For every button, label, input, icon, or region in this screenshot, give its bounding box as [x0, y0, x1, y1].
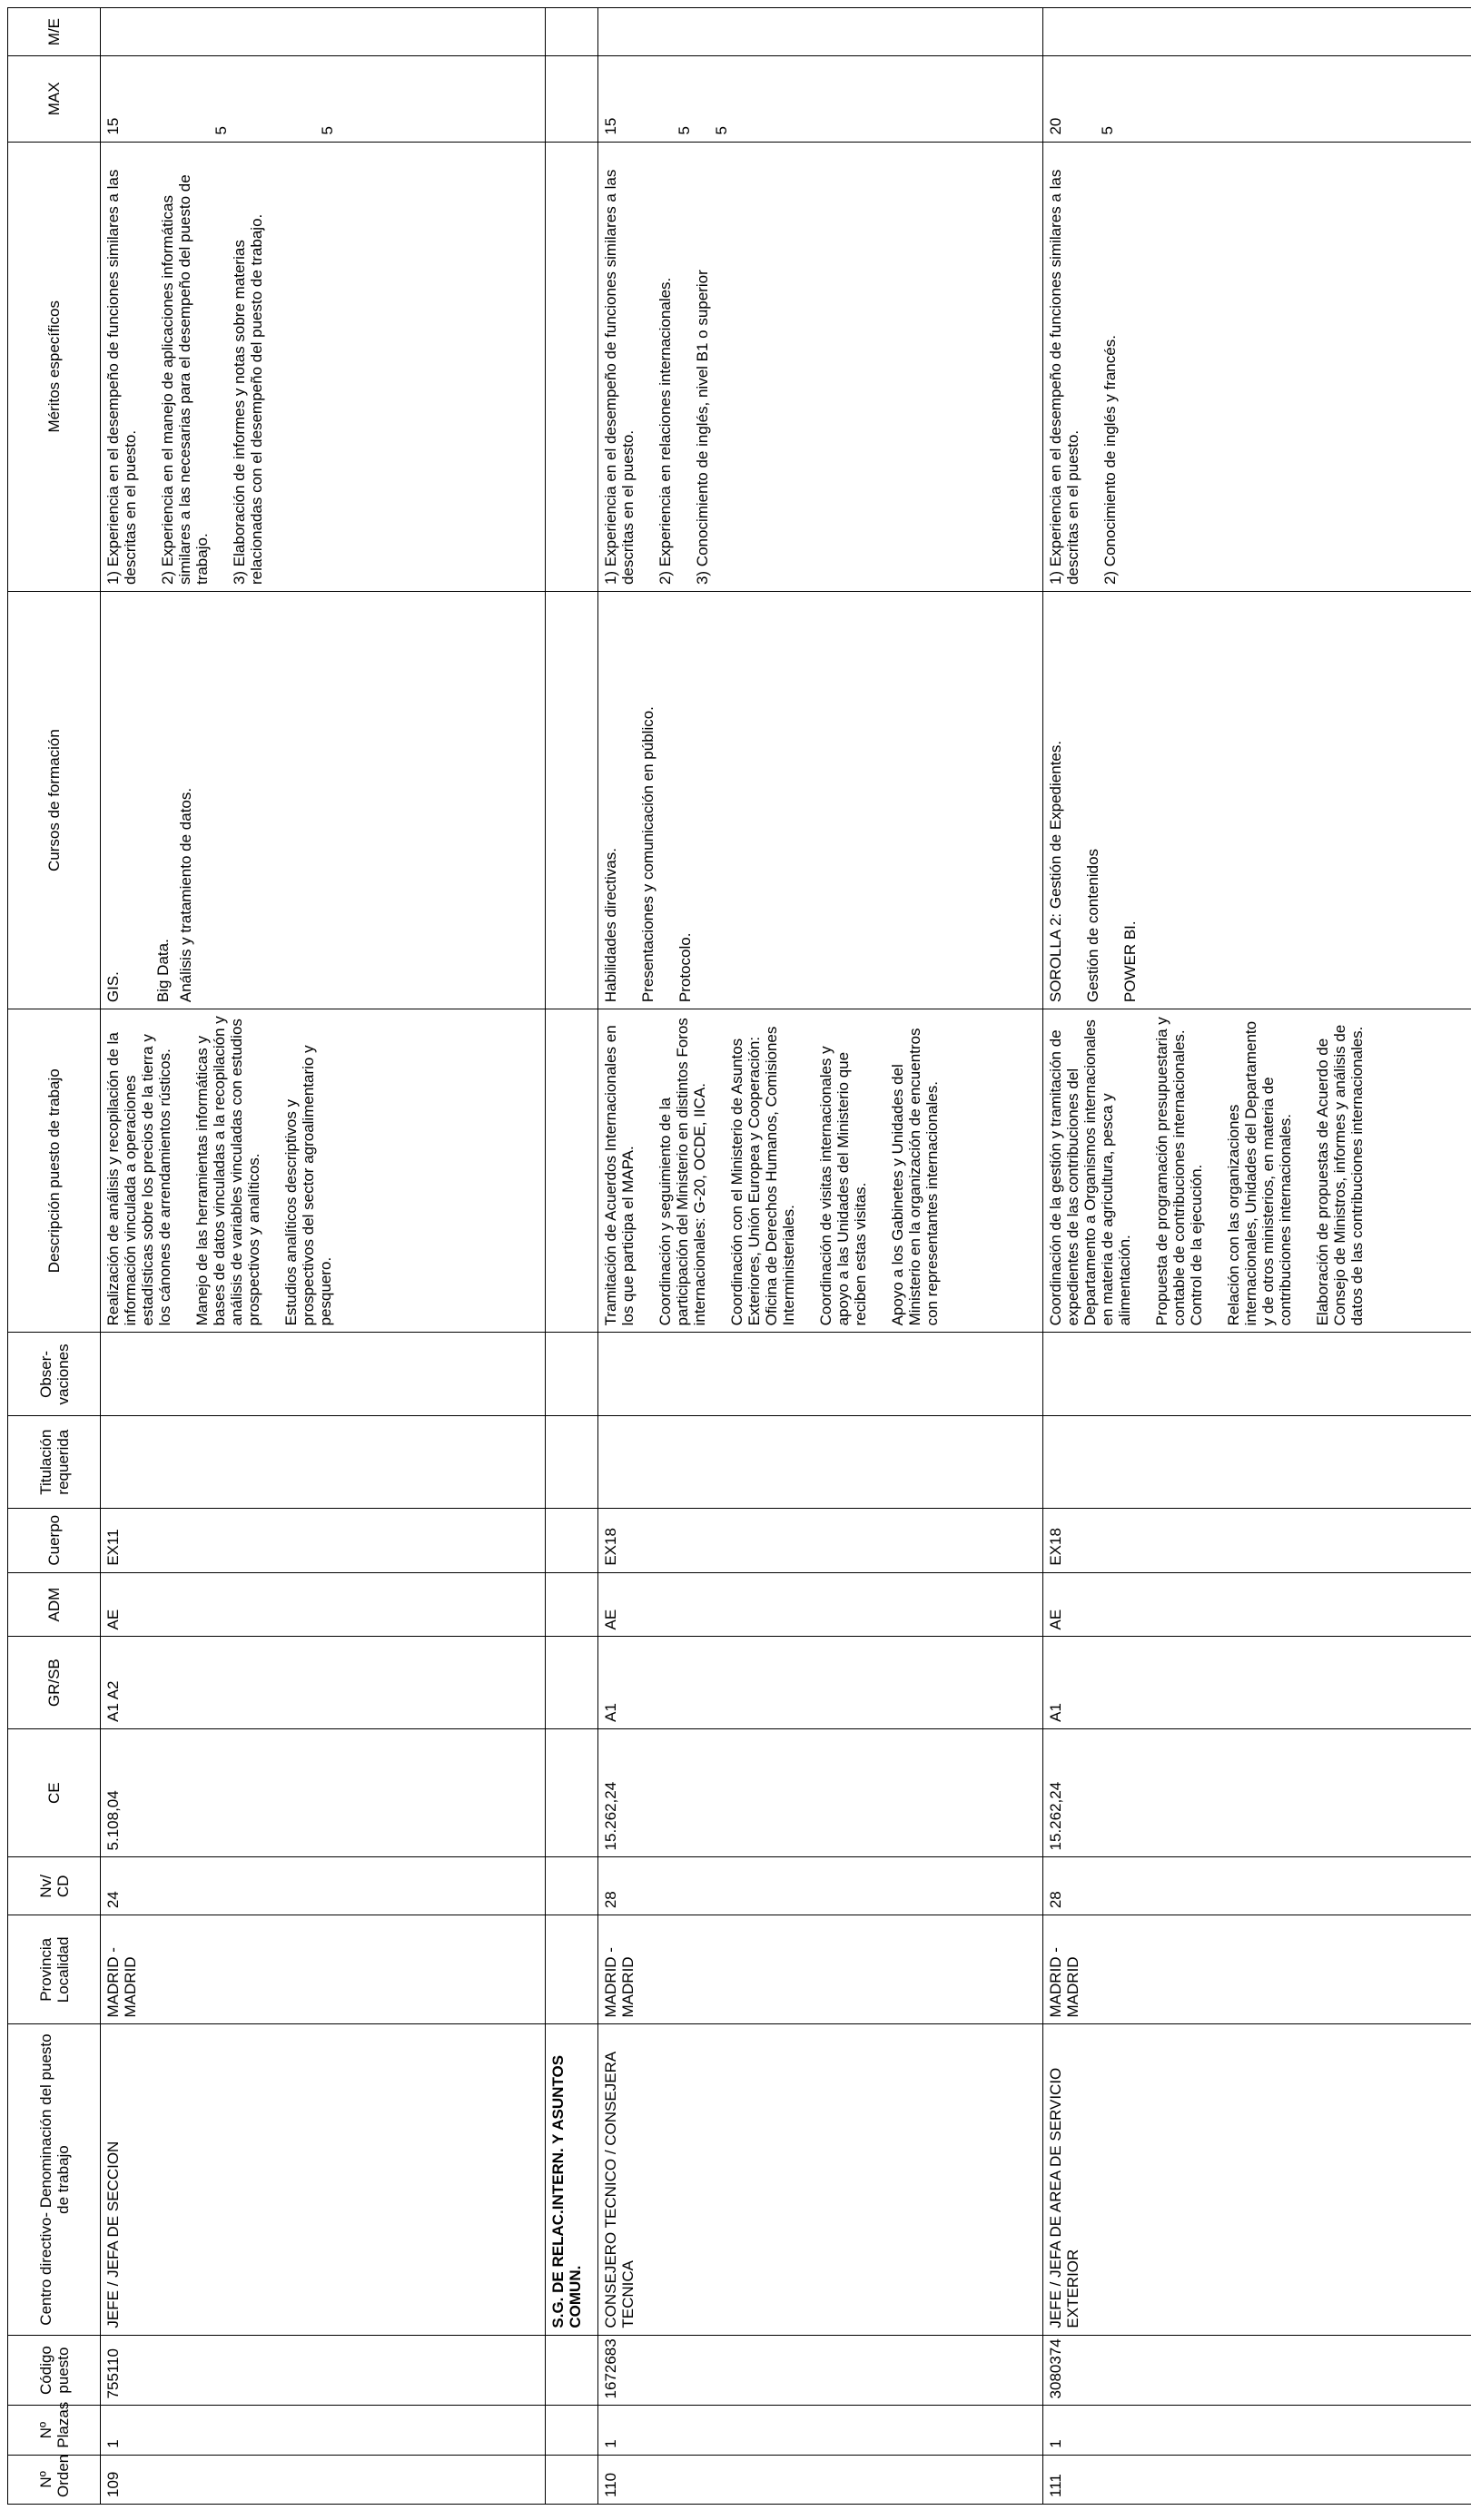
max-value: 5	[713, 126, 730, 135]
cell-provincia: MADRID - MADRID	[101, 1915, 546, 2024]
cell-observaciones	[101, 1333, 546, 1416]
cell-max	[598, 56, 1043, 142]
max-value: 5	[1099, 126, 1116, 135]
max-value: 5	[319, 126, 336, 135]
curso-item: Protocolo.	[676, 932, 694, 1003]
cell-meritos	[598, 142, 1043, 591]
descripcion-paragraph: Coordinación y seguimiento de la participación del Ministerio en distintos Foros internacionales: G-20, OCDE, IICA.	[657, 1018, 708, 1326]
descripcion-paragraph: Apoyo a los Gabinetes y Unidades del Ministerio en la organización de encuentros con representantes internacionales.	[889, 1028, 941, 1326]
cell-plazas: 1	[1043, 2406, 1471, 2455]
cell-meritos	[101, 142, 546, 591]
curso-item: Habilidades directivas.	[602, 848, 619, 1003]
merito-item: 2) Experiencia en el manejo de aplicaciones informáticas similares a las necesarias para el desempeño del puesto de trabajo.	[159, 174, 211, 586]
cell-max	[101, 56, 546, 142]
cell-orden: 111	[1043, 2455, 1471, 2504]
descripcion-paragraph: Elaboración de propuestas de Acuerdo de Consejo de Ministros, informes y análisis de datos de las contribuciones internacionales.	[1314, 1024, 1366, 1326]
cell-observaciones	[598, 1333, 1043, 1416]
header-plazas: Nº Plazas	[8, 2406, 101, 2455]
curso-item: GIS.	[104, 971, 122, 1003]
cell-nivel: 24	[101, 1857, 546, 1915]
cell-cuerpo: EX11	[101, 1508, 546, 1572]
header-grsb: GR/SB	[8, 1637, 101, 1728]
cell-codigo: 3080374	[1043, 2335, 1471, 2406]
cell-adm: AE	[1043, 1572, 1471, 1637]
cell-centro: CONSEJERO TECNICO / CONSEJERA TECNICA	[598, 2024, 1043, 2335]
cell-provincia: MADRID - MADRID	[1043, 1915, 1471, 2024]
table-row	[1043, 8, 1471, 2505]
cell-centro: JEFE / JEFA DE SECCION	[101, 2024, 546, 2335]
curso-item: Gestión de contenidos	[1084, 848, 1101, 1003]
merito-item: 1) Experiencia en el desempeño de funciones similares a las descritas en el puesto.	[1047, 169, 1081, 586]
descripcion-paragraph: Estudios analíticos descriptivos y prospectivos del sector agroalimentario y pesquero.	[282, 1045, 334, 1326]
descripcion-paragraph: Realización de análisis y recopilación de la información vinculada a operaciones estadísticas sobre los precios de la tierra y los cánones de arrendamientos rústicos.	[104, 1032, 173, 1326]
header-observaciones: Obser- vaciones	[8, 1333, 101, 1416]
section-row	[546, 8, 598, 2505]
merito-item: 1) Experiencia en el desempeño de funciones similares a las descritas en el puesto.	[104, 169, 139, 586]
table-row	[598, 8, 1043, 2505]
header-row	[8, 8, 101, 2505]
header-nivel: Nv/ CD	[8, 1857, 101, 1915]
cell-cuerpo: EX18	[598, 1508, 1043, 1572]
descripcion-paragraph: Tramitación de Acuerdos Internacionales en los que participa el MAPA.	[602, 1025, 637, 1326]
table-row	[101, 8, 546, 2505]
max-value: 15	[104, 117, 122, 135]
cell-plazas: 1	[101, 2406, 546, 2455]
cell-cuerpo: EX18	[1043, 1508, 1471, 1572]
descripcion-paragraph: Coordinación con el Ministerio de Asuntos Exteriores, Unión Europea y Cooperación: Oficina de Derechos Humanos, Comisiones Interministeriales.	[728, 1026, 797, 1326]
cell-adm: AE	[598, 1572, 1043, 1637]
curso-item: Presentaciones y comunicación en público.	[639, 706, 657, 1003]
header-descripcion: Descripción puesto de trabajo	[8, 1009, 101, 1333]
positions-table	[7, 7, 1471, 2505]
cell-observaciones	[1043, 1333, 1471, 1416]
max-value: 5	[676, 126, 693, 135]
header-meritos: Méritos específicos	[8, 142, 101, 591]
header-provincia: Provincia Localidad	[8, 1915, 101, 2024]
cell-provincia: MADRID - MADRID	[598, 1915, 1043, 2024]
descripcion-paragraph: Coordinación de la gestión y tramitación de expedientes de las contribuciones del Departamento a Organismos internacionales en materia de agricultura, pesca y alimentación.	[1047, 1019, 1133, 1326]
max-value: 20	[1047, 117, 1064, 135]
cell-nivel: 28	[1043, 1857, 1471, 1915]
merito-item: 2) Experiencia en relaciones internacionales.	[657, 277, 674, 586]
cell-descripcion	[1043, 1009, 1471, 1333]
header-ce: CE	[8, 1728, 101, 1857]
curso-item: POWER BI.	[1121, 920, 1139, 1003]
descripcion-paragraph: Manejo de las herramientas informáticas y bases de datos vinculadas a la recopilación y análisis de variables vinculadas con estudios prospectivos y analíticos.	[193, 1016, 262, 1326]
descripcion-paragraph: Propuesta de programación presupuestaria y contable de contribuciones internacionales. Control de la ejecución.	[1153, 1017, 1205, 1326]
header-titulacion: Titulación requerida	[8, 1416, 101, 1508]
cell-me	[598, 8, 1043, 56]
cell-cursos	[101, 592, 546, 1009]
header-centro: Centro directivo- Denominación del puesto de trabajo	[8, 2024, 101, 2335]
cell-codigo: 755110	[101, 2335, 546, 2406]
curso-item: Big Data.	[154, 939, 172, 1003]
cell-ce: 15.262,24	[598, 1728, 1043, 1857]
cell-meritos	[1043, 142, 1471, 591]
cell-me	[101, 8, 546, 56]
merito-item: 3) Elaboración de informes y notas sobre materias relacionadas con el desempeño del puesto de trabajo.	[231, 213, 265, 586]
cell-orden: 110	[598, 2455, 1043, 2504]
cell-plazas: 1	[598, 2406, 1043, 2455]
header-me: M/E	[8, 8, 101, 56]
cell-codigo: 1672683	[598, 2335, 1043, 2406]
section-title: S.G. DE RELAC.INTERN. Y ASUNTOS COMUN.	[546, 2024, 598, 2335]
cell-titulacion	[1043, 1416, 1471, 1508]
header-cuerpo: Cuerpo	[8, 1508, 101, 1572]
cell-ce: 15.262,24	[1043, 1728, 1471, 1857]
cell-titulacion	[598, 1416, 1043, 1508]
cell-titulacion	[101, 1416, 546, 1508]
cell-max	[1043, 56, 1471, 142]
cell-descripcion	[598, 1009, 1043, 1333]
descripcion-paragraph: Coordinación de visitas internacionales y apoyo a las Unidades del Ministerio que reciben estas visitas.	[817, 1046, 869, 1326]
header-orden: Nº Orden	[8, 2455, 101, 2504]
max-value: 5	[212, 126, 230, 135]
header-max: MAX	[8, 56, 101, 142]
merito-item: 2) Conocimiento de inglés y francés.	[1101, 335, 1119, 586]
header-cursos: Cursos de formación	[8, 592, 101, 1009]
curso-item: Análisis y tratamiento de datos.	[177, 787, 194, 1003]
cell-adm: AE	[101, 1572, 546, 1637]
header-codigo: Código puesto	[8, 2335, 101, 2406]
descripcion-paragraph: Relación con las organizaciones internacionales, Unidades del Departamento y de otros ministerios, en materia de contribuciones internacionales.	[1225, 1020, 1294, 1326]
cell-centro: JEFE / JEFA DE AREA DE SERVICIO EXTERIOR	[1043, 2024, 1471, 2335]
cell-grsb: A1	[1043, 1637, 1471, 1728]
cell-me	[1043, 8, 1471, 56]
merito-item: 1) Experiencia en el desempeño de funciones similares a las descritas en el puesto.	[602, 169, 637, 586]
cell-cursos	[1043, 592, 1471, 1009]
cell-grsb: A1	[598, 1637, 1043, 1728]
merito-item: 3) Conocimiento de inglés, nivel B1 o superior	[694, 270, 711, 586]
max-value: 15	[602, 117, 619, 135]
cell-cursos	[598, 592, 1043, 1009]
cell-grsb: A1 A2	[101, 1637, 546, 1728]
curso-item: SOROLLA 2: Gestión de Expedientes.	[1047, 740, 1064, 1003]
cell-orden: 109	[101, 2455, 546, 2504]
header-adm: ADM	[8, 1572, 101, 1637]
cell-descripcion	[101, 1009, 546, 1333]
cell-nivel: 28	[598, 1857, 1043, 1915]
cell-ce: 5.108,04	[101, 1728, 546, 1857]
